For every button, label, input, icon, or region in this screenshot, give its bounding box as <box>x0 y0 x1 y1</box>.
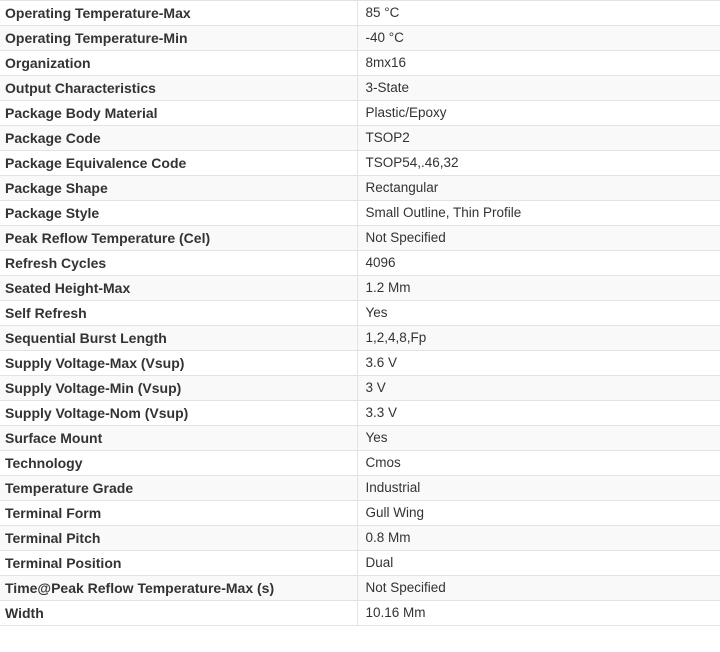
spec-label: Package Code <box>0 126 357 151</box>
spec-label: Self Refresh <box>0 301 357 326</box>
spec-value: Not Specified <box>357 576 720 601</box>
spec-label: Package Equivalence Code <box>0 151 357 176</box>
spec-value: Gull Wing <box>357 501 720 526</box>
spec-value: Not Specified <box>357 226 720 251</box>
spec-table-body <box>0 1 720 626</box>
table-row <box>0 551 720 576</box>
spec-label: Temperature Grade <box>0 476 357 501</box>
table-row <box>0 476 720 501</box>
spec-label: Organization <box>0 51 357 76</box>
spec-value: 0.8 Mm <box>357 526 720 551</box>
table-row <box>0 401 720 426</box>
table-row <box>0 576 720 601</box>
spec-label: Terminal Form <box>0 501 357 526</box>
table-row <box>0 326 720 351</box>
spec-label: Seated Height-Max <box>0 276 357 301</box>
table-row <box>0 251 720 276</box>
spec-label: Terminal Position <box>0 551 357 576</box>
spec-value: 1,2,4,8,Fp <box>357 326 720 351</box>
spec-label: Output Characteristics <box>0 76 357 101</box>
table-row <box>0 76 720 101</box>
table-row <box>0 601 720 626</box>
spec-label: Supply Voltage-Max (Vsup) <box>0 351 357 376</box>
spec-label: Supply Voltage-Min (Vsup) <box>0 376 357 401</box>
table-row <box>0 351 720 376</box>
table-row <box>0 1 720 26</box>
table-row <box>0 226 720 251</box>
spec-value: 8mx16 <box>357 51 720 76</box>
spec-value: 1.2 Mm <box>357 276 720 301</box>
spec-label: Sequential Burst Length <box>0 326 357 351</box>
spec-label: Operating Temperature-Max <box>0 1 357 26</box>
spec-value: 3.6 V <box>357 351 720 376</box>
spec-label: Package Style <box>0 201 357 226</box>
spec-label: Width <box>0 601 357 626</box>
table-row <box>0 301 720 326</box>
spec-value: 3 V <box>357 376 720 401</box>
table-row <box>0 276 720 301</box>
spec-value: Dual <box>357 551 720 576</box>
spec-label: Operating Temperature-Min <box>0 26 357 51</box>
spec-value: 10.16 Mm <box>357 601 720 626</box>
table-row <box>0 526 720 551</box>
spec-value: Yes <box>357 301 720 326</box>
spec-value: Cmos <box>357 451 720 476</box>
table-row <box>0 501 720 526</box>
table-row <box>0 151 720 176</box>
table-row <box>0 26 720 51</box>
table-row <box>0 101 720 126</box>
spec-value: Rectangular <box>357 176 720 201</box>
spec-value: 3.3 V <box>357 401 720 426</box>
spec-label: Supply Voltage-Nom (Vsup) <box>0 401 357 426</box>
spec-value: 85 °C <box>357 1 720 26</box>
spec-value: Small Outline, Thin Profile <box>357 201 720 226</box>
spec-value: 4096 <box>357 251 720 276</box>
spec-label: Refresh Cycles <box>0 251 357 276</box>
spec-value: -40 °C <box>357 26 720 51</box>
table-row <box>0 201 720 226</box>
spec-value: TSOP2 <box>357 126 720 151</box>
spec-label: Time@Peak Reflow Temperature-Max (s) <box>0 576 357 601</box>
table-row <box>0 176 720 201</box>
spec-label: Package Body Material <box>0 101 357 126</box>
spec-label: Technology <box>0 451 357 476</box>
table-row <box>0 126 720 151</box>
table-row <box>0 426 720 451</box>
spec-value: Yes <box>357 426 720 451</box>
table-row <box>0 376 720 401</box>
spec-value: Industrial <box>357 476 720 501</box>
spec-label: Package Shape <box>0 176 357 201</box>
spec-value: Plastic/Epoxy <box>357 101 720 126</box>
spec-value: TSOP54,.46,32 <box>357 151 720 176</box>
spec-label: Peak Reflow Temperature (Cel) <box>0 226 357 251</box>
spec-label: Surface Mount <box>0 426 357 451</box>
table-row <box>0 451 720 476</box>
table-row <box>0 51 720 76</box>
spec-value: 3-State <box>357 76 720 101</box>
spec-label: Terminal Pitch <box>0 526 357 551</box>
